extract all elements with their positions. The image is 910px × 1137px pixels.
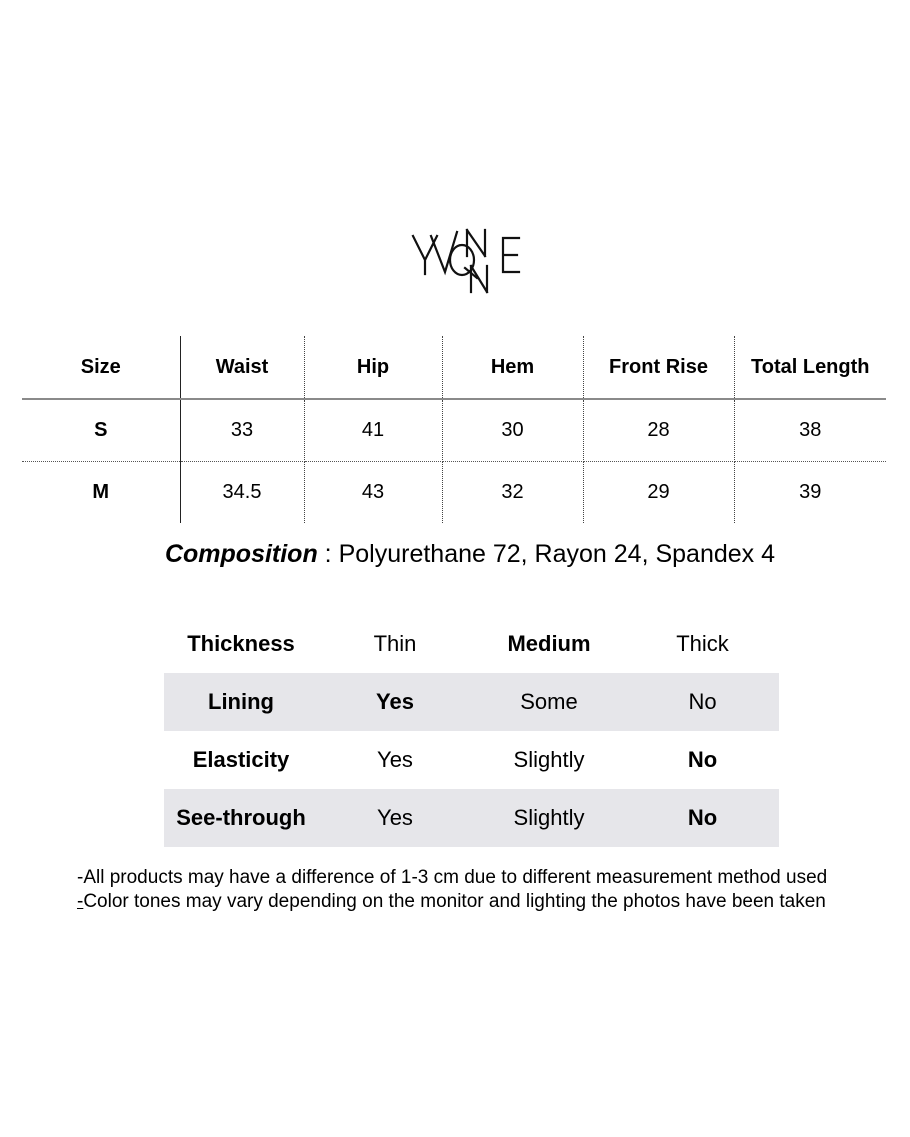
note-color-tones [77,890,827,914]
hem-value: 30 [442,399,583,462]
fabric-properties-grid [164,615,779,847]
note-color-text: Color tones may vary depending on the monitor and lighting the photos have been taken [83,891,826,912]
composition-line [0,540,910,569]
composition-label: Composition [164,540,318,568]
header-waist: Waist [180,336,304,399]
property-option-selected: No [626,789,779,847]
note-dash: - [77,891,84,912]
property-row-see-through [164,789,779,847]
property-option: Some [472,673,626,731]
header-total-length: Total Length [734,336,886,399]
property-label: See-through [164,789,318,847]
composition-separator: : [317,540,339,568]
property-row-elasticity [164,731,779,789]
property-row-lining [164,673,779,731]
property-option: Yes [377,747,413,772]
property-option: Yes [318,789,472,847]
hip-value: 43 [304,462,442,524]
header-hem: Hem [442,336,583,399]
header-size: Size [22,336,180,399]
property-label: Elasticity [192,747,290,772]
property-option-selected: Yes [318,673,472,731]
property-row-thickness [164,615,779,673]
size-chart-header-row [22,336,886,399]
size-chart-table [22,336,886,523]
note-measurement: -All products may have a difference of 1-3 cm due to different measurement method used [77,867,828,888]
front-rise-value: 29 [583,462,734,524]
size-label: M [22,462,180,524]
total-length-value: 39 [799,481,822,503]
size-label: S [22,399,180,462]
property-option: Thick [676,631,729,656]
size-row-m [22,462,886,524]
yvonne-logo-mark [405,222,525,296]
disclaimer-notes [77,866,827,914]
property-option: No [626,673,779,731]
property-option: Slightly [513,747,585,772]
property-option: Slightly [472,789,626,847]
header-front-rise: Front Rise [583,336,734,399]
size-row-s [22,399,886,462]
property-option-selected: Medium [507,631,591,656]
composition-value: Polyurethane 72, Rayon 24, Spandex 4 [338,540,776,568]
hip-value: 41 [304,399,442,462]
property-label: Lining [164,673,318,731]
hem-value: 32 [442,462,583,524]
waist-value: 33 [180,399,304,462]
front-rise-value: 28 [583,399,734,462]
brand-logo [405,222,525,296]
waist-value: 34.5 [180,462,304,524]
property-label: Thickness [187,631,295,656]
property-option: Thin [373,631,417,656]
property-option-selected: No [687,747,718,772]
total-length-value: 38 [734,399,886,462]
header-hip: Hip [304,336,442,399]
